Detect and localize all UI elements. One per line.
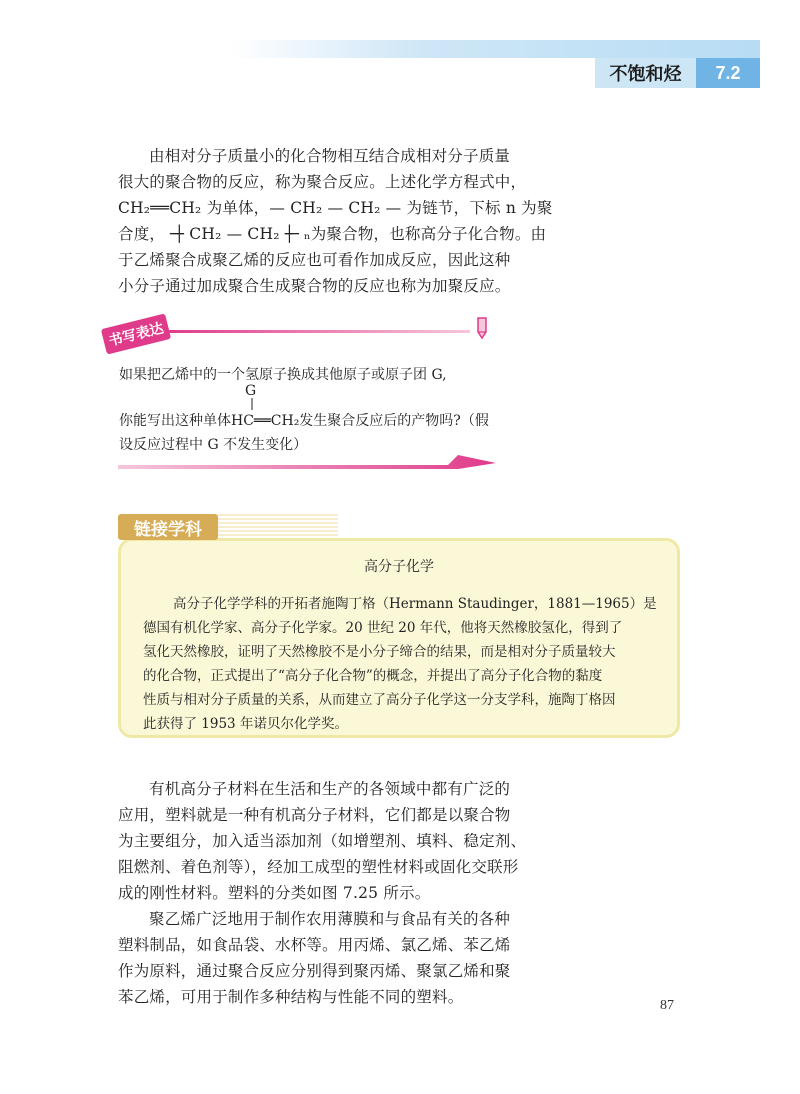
text-line: 有机高分子材料在生活和生产的各领域中都有广泛的 [149,780,511,798]
writing-line-2: 你能写出这种单体HC══CH₂发生聚合反应后的产物吗?（假 [119,413,489,429]
text-line: 应用，塑料就是一种有机高分子材料，它们都是以聚合物 [118,806,511,824]
writing-line-3: 设反应过程中 G 不发生变化） [119,437,308,453]
text-line: 高分子化学学科的开拓者施陶丁格（Hermann Staudinger，1881—1965）是 [173,596,657,612]
text-line: 由相对分子质量小的化合物相互结合成相对分子质量 [149,147,511,165]
link-box-body [143,592,663,736]
link-box-title: 高分子化学 [364,559,434,575]
text-line: 德国有机化学家、高分子化学家。20 世纪 20 年代，他将天然橡胶氢化，得到了 [143,620,623,636]
text-line: 性质与相对分子质量的关系，从而建立了高分子化学这一分支学科，施陶丁格因 [143,692,616,708]
text-line: CH₂══CH₂ 为单体，— CH₂ — CH₂ — 为链节，下标 n 为聚 [118,199,553,217]
section-number: 7.2 [696,58,760,88]
writing-tag: 书写表达 [101,313,171,354]
text-line: 小分子通过加成聚合生成聚合物的反应也称为加聚反应。 [118,277,511,295]
writing-substituent-g: G [245,383,257,399]
text-line: 塑料制品，如食品袋、水杯等。用丙烯、氯乙烯、苯乙烯 [118,936,511,954]
writing-top-divider [165,330,470,333]
text-line: 作为原料，通过聚合反应分别得到聚丙烯、聚氯乙烯和聚 [118,962,511,980]
link-tag: 链接学科 [118,514,218,540]
text-line: 于乙烯聚合成聚乙烯的反应也可看作加成反应，因此这种 [118,251,511,269]
paragraph-polyethylene [118,906,511,1010]
chapter-title: 不饱和烃 [595,58,696,88]
text-line: 聚乙烯广泛地用于制作农用薄膜和与食品有关的各种 [149,910,511,928]
bond-line [250,398,254,410]
text-line: 氢化天然橡胶，证明了天然橡胶不是小分子缔合的结果，而是相对分子质量较大 [143,644,616,660]
text-line: 很大的聚合物的反应，称为聚合反应。上述化学方程式中， [118,173,527,191]
paragraph-polymerization [118,143,553,299]
writing-line-1: 如果把乙烯中的一个氢原子换成其他原子或原子团 G, [119,367,447,383]
text-line: 苯乙烯，可用于制作多种结构与性能不同的塑料。 [118,988,464,1006]
text-line: 阻燃剂、着色剂等），经加工成型的塑性材料或固化交联形 [118,858,519,876]
header-decoration-bar [230,40,760,58]
page-number: 87 [660,998,674,1013]
text-line: 为主要组分，加入适当添加剂（如增塑剂、填料、稳定剂、 [118,832,527,850]
text-line: 的化合物，正式提出了“高分子化合物”的概念，并提出了高分子化合物的黏度 [143,668,603,684]
pencil-icon [472,316,492,340]
writing-bottom-divider [118,453,496,471]
link-tag-stripes [218,514,338,540]
text-line: 合度，╶┼ CH₂ — CH₂ ┼╴ₙ为聚合物，也称高分子化合物。由 [118,225,547,243]
paragraph-plastics [118,776,527,906]
text-line: 此获得了 1953 年诺贝尔化学奖。 [143,716,348,732]
text-line: 成的刚性材料。塑料的分类如图 7.25 所示。 [118,884,431,902]
